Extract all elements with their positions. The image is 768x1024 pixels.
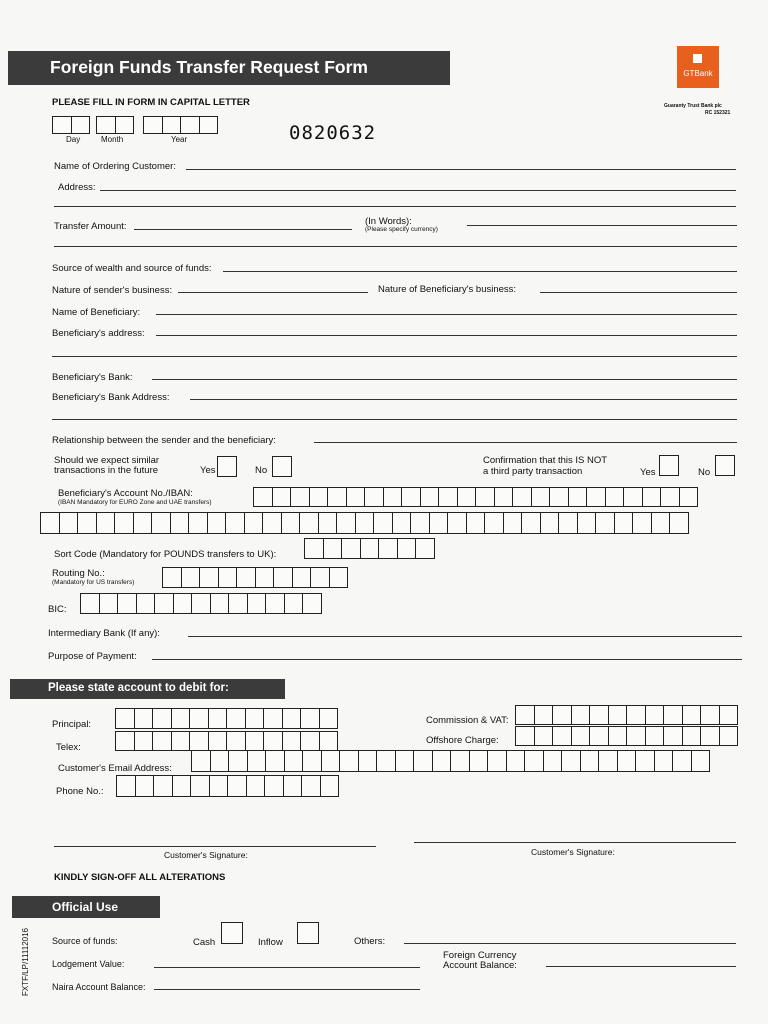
- relationship-line[interactable]: [314, 442, 737, 443]
- char-box[interactable]: [115, 116, 135, 134]
- third-party-label-2: a third party transaction: [483, 466, 583, 477]
- char-box[interactable]: [700, 705, 720, 725]
- char-box[interactable]: [378, 538, 398, 559]
- char-box[interactable]: [284, 750, 304, 772]
- cash-label: Cash: [193, 937, 216, 948]
- char-box[interactable]: [114, 512, 134, 534]
- char-box[interactable]: [626, 726, 646, 746]
- bank-name: Guaranty Trust Bank plc: [664, 103, 722, 109]
- in-words-line[interactable]: [467, 225, 737, 226]
- char-box[interactable]: [346, 487, 366, 507]
- char-box[interactable]: [162, 567, 182, 588]
- logo-square-icon: [693, 54, 702, 63]
- char-box[interactable]: [580, 750, 600, 772]
- char-box[interactable]: [552, 705, 572, 725]
- principal-boxes[interactable]: [115, 708, 337, 729]
- char-box[interactable]: [228, 750, 248, 772]
- specify-currency-note: (Please specify currency): [365, 226, 438, 233]
- beneficiary-bank-line[interactable]: [152, 379, 737, 380]
- char-box[interactable]: [71, 116, 91, 134]
- char-box[interactable]: [475, 487, 495, 507]
- char-box[interactable]: [429, 512, 449, 534]
- char-box[interactable]: [208, 731, 228, 751]
- char-box[interactable]: [589, 726, 609, 746]
- char-box[interactable]: [152, 731, 172, 751]
- beneficiary-name-line[interactable]: [156, 314, 737, 315]
- naira-balance-line[interactable]: [154, 989, 420, 990]
- char-box[interactable]: [151, 512, 171, 534]
- char-box[interactable]: [207, 512, 227, 534]
- third-party-yes-label: Yes: [640, 467, 656, 478]
- char-box[interactable]: [52, 116, 72, 134]
- char-box[interactable]: [531, 487, 551, 507]
- char-box[interactable]: [623, 487, 643, 507]
- transfer-amount-label: Transfer Amount:: [54, 221, 127, 232]
- char-box[interactable]: [415, 538, 435, 559]
- char-box[interactable]: [515, 705, 535, 725]
- char-box[interactable]: [300, 708, 320, 729]
- third-party-no-label: No: [698, 467, 711, 478]
- char-box[interactable]: [392, 512, 412, 534]
- similar-yes-checkbox[interactable]: [217, 456, 237, 477]
- source-of-funds-label: Source of funds:: [52, 936, 118, 946]
- char-box[interactable]: [608, 726, 628, 746]
- char-box[interactable]: [605, 487, 625, 507]
- char-box[interactable]: [181, 567, 201, 588]
- char-box[interactable]: [80, 593, 100, 614]
- account-iban-label: Beneficiary's Account No./IBAN:: [58, 488, 193, 499]
- char-box[interactable]: [608, 705, 628, 725]
- char-box[interactable]: [309, 487, 329, 507]
- char-box[interactable]: [614, 512, 634, 534]
- char-box[interactable]: [410, 512, 430, 534]
- char-box[interactable]: [534, 705, 554, 725]
- char-box[interactable]: [247, 593, 267, 614]
- principal-label: Principal:: [52, 719, 92, 730]
- official-use-banner: Official Use: [12, 896, 160, 918]
- char-box[interactable]: [534, 726, 554, 746]
- bic-boxes[interactable]: [80, 593, 321, 614]
- relationship-label: Relationship between the sender and the beneficiary:: [52, 435, 276, 446]
- account-iban-boxes-row-2[interactable]: [40, 512, 688, 534]
- char-box[interactable]: [512, 487, 532, 507]
- char-box[interactable]: [682, 705, 702, 725]
- char-box[interactable]: [373, 512, 393, 534]
- char-box[interactable]: [283, 775, 303, 797]
- char-box[interactable]: [438, 487, 458, 507]
- intermediary-bank-label: Intermediary Bank (If any):: [48, 628, 160, 639]
- routing-note: (Mandatory for US transfers): [52, 579, 135, 586]
- char-box[interactable]: [635, 750, 655, 772]
- char-box[interactable]: [135, 775, 155, 797]
- char-box[interactable]: [310, 567, 330, 588]
- ordering-customer-label: Name of Ordering Customer:: [54, 161, 176, 172]
- foreign-balance-label-1: Foreign Currency: [443, 950, 517, 961]
- char-box[interactable]: [561, 750, 581, 772]
- beneficiary-bank-label: Beneficiary's Bank:: [52, 372, 133, 383]
- char-box[interactable]: [134, 731, 154, 751]
- address-line-2[interactable]: [54, 206, 736, 207]
- char-box[interactable]: [209, 775, 229, 797]
- char-box[interactable]: [253, 487, 273, 507]
- char-box[interactable]: [494, 487, 514, 507]
- char-box[interactable]: [469, 750, 489, 772]
- iban-note: (IBAN Mandatory for EURO Zone and UAE transfers): [58, 499, 212, 506]
- char-box[interactable]: [515, 726, 535, 746]
- customer-signature-line-right[interactable]: [414, 842, 736, 843]
- char-box[interactable]: [264, 775, 284, 797]
- char-box[interactable]: [143, 116, 163, 134]
- char-box[interactable]: [281, 512, 301, 534]
- sort-code-boxes[interactable]: [304, 538, 434, 559]
- foreign-balance-line[interactable]: [546, 966, 736, 967]
- char-box[interactable]: [99, 593, 119, 614]
- char-box[interactable]: [210, 750, 230, 772]
- char-box[interactable]: [336, 512, 356, 534]
- char-box[interactable]: [540, 512, 560, 534]
- char-box[interactable]: [329, 567, 349, 588]
- char-box[interactable]: [645, 705, 665, 725]
- char-box[interactable]: [292, 567, 312, 588]
- commission-vat-boxes[interactable]: [515, 705, 737, 725]
- char-box[interactable]: [632, 512, 652, 534]
- senders-business-label: Nature of sender's business:: [52, 285, 173, 296]
- char-box[interactable]: [450, 750, 470, 772]
- beneficiary-address-line-1[interactable]: [156, 335, 737, 336]
- ordering-customer-line[interactable]: [186, 169, 736, 170]
- third-party-label-1: Confirmation that this IS NOT: [483, 455, 608, 466]
- char-box[interactable]: [245, 708, 265, 729]
- char-box[interactable]: [191, 593, 211, 614]
- char-box[interactable]: [571, 726, 591, 746]
- char-box[interactable]: [228, 593, 248, 614]
- char-box[interactable]: [397, 538, 417, 559]
- foreign-balance-label-2: Account Balance:: [443, 960, 517, 971]
- char-box[interactable]: [189, 708, 209, 729]
- char-box[interactable]: [59, 512, 79, 534]
- char-box[interactable]: [115, 708, 135, 729]
- beneficiary-bank-address-label: Beneficiary's Bank Address:: [52, 392, 170, 403]
- phone-label: Phone No.:: [56, 786, 104, 797]
- char-box[interactable]: [154, 593, 174, 614]
- char-box[interactable]: [401, 487, 421, 507]
- bic-label: BIC:: [48, 604, 67, 615]
- char-box[interactable]: [376, 750, 396, 772]
- email-label: Customer's Email Address:: [58, 763, 172, 774]
- char-box[interactable]: [663, 705, 683, 725]
- routing-no-boxes[interactable]: [162, 567, 347, 588]
- offshore-charge-label: Offshore Charge:: [426, 735, 499, 746]
- char-box[interactable]: [272, 487, 292, 507]
- char-box[interactable]: [672, 750, 692, 772]
- char-box[interactable]: [263, 708, 283, 729]
- char-box[interactable]: [457, 487, 477, 507]
- char-box[interactable]: [466, 512, 486, 534]
- char-box[interactable]: [162, 116, 182, 134]
- char-box[interactable]: [273, 567, 293, 588]
- char-box[interactable]: [301, 775, 321, 797]
- char-box[interactable]: [642, 487, 662, 507]
- char-box[interactable]: [170, 512, 190, 534]
- beneficiary-bank-address-line-1[interactable]: [190, 399, 737, 400]
- char-box[interactable]: [669, 512, 689, 534]
- beneficiary-name-label: Name of Beneficiary:: [52, 307, 141, 318]
- similar-transactions-label-2: transactions in the future: [54, 465, 159, 476]
- char-box[interactable]: [571, 705, 591, 725]
- char-box[interactable]: [180, 116, 200, 134]
- char-box[interactable]: [255, 567, 275, 588]
- beneficiary-bank-address-line-2[interactable]: [52, 419, 737, 420]
- char-box[interactable]: [225, 512, 245, 534]
- form-title: Foreign Funds Transfer Request Form: [50, 57, 368, 77]
- char-box[interactable]: [300, 731, 320, 751]
- cash-checkbox[interactable]: [221, 922, 243, 944]
- bank-rc: RC 152321: [705, 110, 731, 116]
- char-box[interactable]: [568, 487, 588, 507]
- char-box[interactable]: [691, 750, 711, 772]
- char-box[interactable]: [360, 538, 380, 559]
- char-box[interactable]: [304, 538, 324, 559]
- char-box[interactable]: [236, 567, 256, 588]
- char-box[interactable]: [320, 775, 340, 797]
- char-box[interactable]: [651, 512, 671, 534]
- char-box[interactable]: [524, 750, 544, 772]
- char-box[interactable]: [246, 775, 266, 797]
- source-of-wealth-line[interactable]: [223, 271, 737, 272]
- similar-transactions-label-1: Should we expect similar: [54, 455, 160, 466]
- char-box[interactable]: [189, 731, 209, 751]
- char-box[interactable]: [133, 512, 153, 534]
- char-box[interactable]: [321, 750, 341, 772]
- char-box[interactable]: [199, 116, 219, 134]
- char-box[interactable]: [383, 487, 403, 507]
- char-box[interactable]: [645, 726, 665, 746]
- address-label: Address:: [58, 182, 96, 193]
- char-box[interactable]: [521, 512, 541, 534]
- char-box[interactable]: [626, 705, 646, 725]
- char-box[interactable]: [339, 750, 359, 772]
- char-box[interactable]: [136, 593, 156, 614]
- char-box[interactable]: [262, 512, 282, 534]
- char-box[interactable]: [719, 705, 739, 725]
- char-box[interactable]: [302, 593, 322, 614]
- day-label: Day: [66, 135, 81, 144]
- phone-boxes[interactable]: [116, 775, 338, 797]
- form-code: FXTF/LP/11112016: [21, 927, 30, 997]
- routing-no-label: Routing No.:: [52, 568, 105, 579]
- char-box[interactable]: [358, 750, 378, 772]
- char-box[interactable]: [660, 487, 680, 507]
- customer-signature-line-left[interactable]: [54, 846, 376, 847]
- telex-boxes[interactable]: [115, 731, 337, 751]
- email-boxes[interactable]: [191, 750, 709, 772]
- customer-signature-label-right: Customer's Signature:: [531, 847, 615, 857]
- char-box[interactable]: [682, 726, 702, 746]
- year-label: Year: [171, 135, 188, 144]
- telex-label: Telex:: [56, 742, 81, 753]
- in-words-label: (In Words):: [365, 216, 412, 227]
- char-box[interactable]: [413, 750, 433, 772]
- month-boxes[interactable]: [96, 116, 133, 134]
- day-boxes[interactable]: [52, 116, 89, 134]
- char-box[interactable]: [96, 512, 116, 534]
- char-box[interactable]: [341, 538, 361, 559]
- char-box[interactable]: [226, 731, 246, 751]
- char-box[interactable]: [552, 726, 572, 746]
- char-box[interactable]: [116, 775, 136, 797]
- char-box[interactable]: [719, 726, 739, 746]
- senders-business-line[interactable]: [178, 292, 368, 293]
- intermediary-bank-line[interactable]: [188, 636, 742, 637]
- char-box[interactable]: [171, 731, 191, 751]
- others-line[interactable]: [404, 943, 736, 944]
- char-box[interactable]: [506, 750, 526, 772]
- char-box[interactable]: [96, 116, 116, 134]
- char-box[interactable]: [420, 487, 440, 507]
- purpose-label: Purpose of Payment:: [48, 651, 137, 662]
- address-line-1[interactable]: [100, 190, 736, 191]
- char-box[interactable]: [549, 487, 569, 507]
- naira-balance-label: Naira Account Balance:: [52, 982, 146, 992]
- beneficiary-business-line[interactable]: [540, 292, 737, 293]
- char-box[interactable]: [226, 708, 246, 729]
- char-box[interactable]: [577, 512, 597, 534]
- char-box[interactable]: [323, 538, 343, 559]
- char-box[interactable]: [284, 593, 304, 614]
- char-box[interactable]: [679, 487, 699, 507]
- char-box[interactable]: [171, 708, 191, 729]
- lodgement-value-line[interactable]: [154, 967, 420, 968]
- third-party-yes-checkbox[interactable]: [659, 455, 679, 476]
- char-box[interactable]: [152, 708, 172, 729]
- debit-banner: Please state account to debit for:: [10, 679, 285, 699]
- char-box[interactable]: [188, 512, 208, 534]
- char-box[interactable]: [40, 512, 60, 534]
- char-box[interactable]: [191, 750, 211, 772]
- customer-signature-label-left: Customer's Signature:: [164, 850, 248, 860]
- char-box[interactable]: [319, 708, 339, 729]
- char-box[interactable]: [598, 750, 618, 772]
- char-box[interactable]: [282, 731, 302, 751]
- char-box[interactable]: [318, 512, 338, 534]
- char-box[interactable]: [543, 750, 563, 772]
- char-box[interactable]: [432, 750, 452, 772]
- inflow-checkbox[interactable]: [297, 922, 319, 944]
- char-box[interactable]: [700, 726, 720, 746]
- char-box[interactable]: [663, 726, 683, 746]
- char-box[interactable]: [589, 705, 609, 725]
- char-box[interactable]: [327, 487, 347, 507]
- amount-words-line-2[interactable]: [54, 246, 737, 247]
- char-box[interactable]: [299, 512, 319, 534]
- char-box[interactable]: [173, 593, 193, 614]
- char-box[interactable]: [654, 750, 674, 772]
- others-label: Others:: [354, 936, 386, 947]
- char-box[interactable]: [210, 593, 230, 614]
- char-box[interactable]: [395, 750, 415, 772]
- char-box[interactable]: [302, 750, 322, 772]
- month-label: Month: [101, 135, 124, 144]
- char-box[interactable]: [153, 775, 173, 797]
- year-boxes[interactable]: [143, 116, 217, 134]
- similar-yes-label: Yes: [200, 465, 216, 476]
- char-box[interactable]: [208, 708, 228, 729]
- sort-code-label: Sort Code (Mandatory for POUNDS transfers to UK):: [54, 549, 277, 560]
- char-box[interactable]: [190, 775, 210, 797]
- char-box[interactable]: [290, 487, 310, 507]
- char-box[interactable]: [558, 512, 578, 534]
- char-box[interactable]: [172, 775, 192, 797]
- capital-letter-instruction: PLEASE FILL IN FORM IN CAPITAL LETTER: [52, 97, 250, 108]
- transfer-amount-line[interactable]: [134, 229, 352, 230]
- char-box[interactable]: [218, 567, 238, 588]
- beneficiary-business-label: Nature of Beneficiary's business:: [378, 284, 517, 295]
- char-box[interactable]: [319, 731, 339, 751]
- sign-off-alterations: KINDLY SIGN-OFF ALL ALTERATIONS: [54, 872, 226, 883]
- third-party-no-checkbox[interactable]: [715, 455, 735, 476]
- char-box[interactable]: [586, 487, 606, 507]
- char-box[interactable]: [484, 512, 504, 534]
- offshore-charge-boxes[interactable]: [515, 726, 737, 746]
- gtbank-logo: GTBank: [677, 46, 719, 88]
- char-box[interactable]: [247, 750, 267, 772]
- char-box[interactable]: [282, 708, 302, 729]
- char-box[interactable]: [265, 593, 285, 614]
- char-box[interactable]: [355, 512, 375, 534]
- account-iban-boxes-row-1[interactable]: [253, 487, 697, 507]
- char-box[interactable]: [617, 750, 637, 772]
- char-box[interactable]: [447, 512, 467, 534]
- char-box[interactable]: [245, 731, 265, 751]
- char-box[interactable]: [115, 731, 135, 751]
- char-box[interactable]: [487, 750, 507, 772]
- char-box[interactable]: [595, 512, 615, 534]
- lodgement-value-label: Lodgement Value:: [52, 959, 125, 969]
- similar-no-checkbox[interactable]: [272, 456, 292, 477]
- inflow-label: Inflow: [258, 937, 283, 948]
- char-box[interactable]: [227, 775, 247, 797]
- beneficiary-address-line-2[interactable]: [52, 356, 737, 357]
- char-box[interactable]: [265, 750, 285, 772]
- char-box[interactable]: [263, 731, 283, 751]
- char-box[interactable]: [244, 512, 264, 534]
- char-box[interactable]: [117, 593, 137, 614]
- char-box[interactable]: [364, 487, 384, 507]
- char-box[interactable]: [77, 512, 97, 534]
- similar-no-label: No: [255, 465, 268, 476]
- beneficiary-address-label: Beneficiary's address:: [52, 328, 145, 339]
- purpose-line[interactable]: [152, 659, 742, 660]
- serial-number: 0820632: [289, 122, 377, 144]
- char-box[interactable]: [199, 567, 219, 588]
- commission-vat-label: Commission & VAT:: [426, 715, 509, 726]
- form-title-banner: [8, 51, 450, 85]
- char-box[interactable]: [503, 512, 523, 534]
- char-box[interactable]: [134, 708, 154, 729]
- source-of-wealth-label: Source of wealth and source of funds:: [52, 263, 212, 274]
